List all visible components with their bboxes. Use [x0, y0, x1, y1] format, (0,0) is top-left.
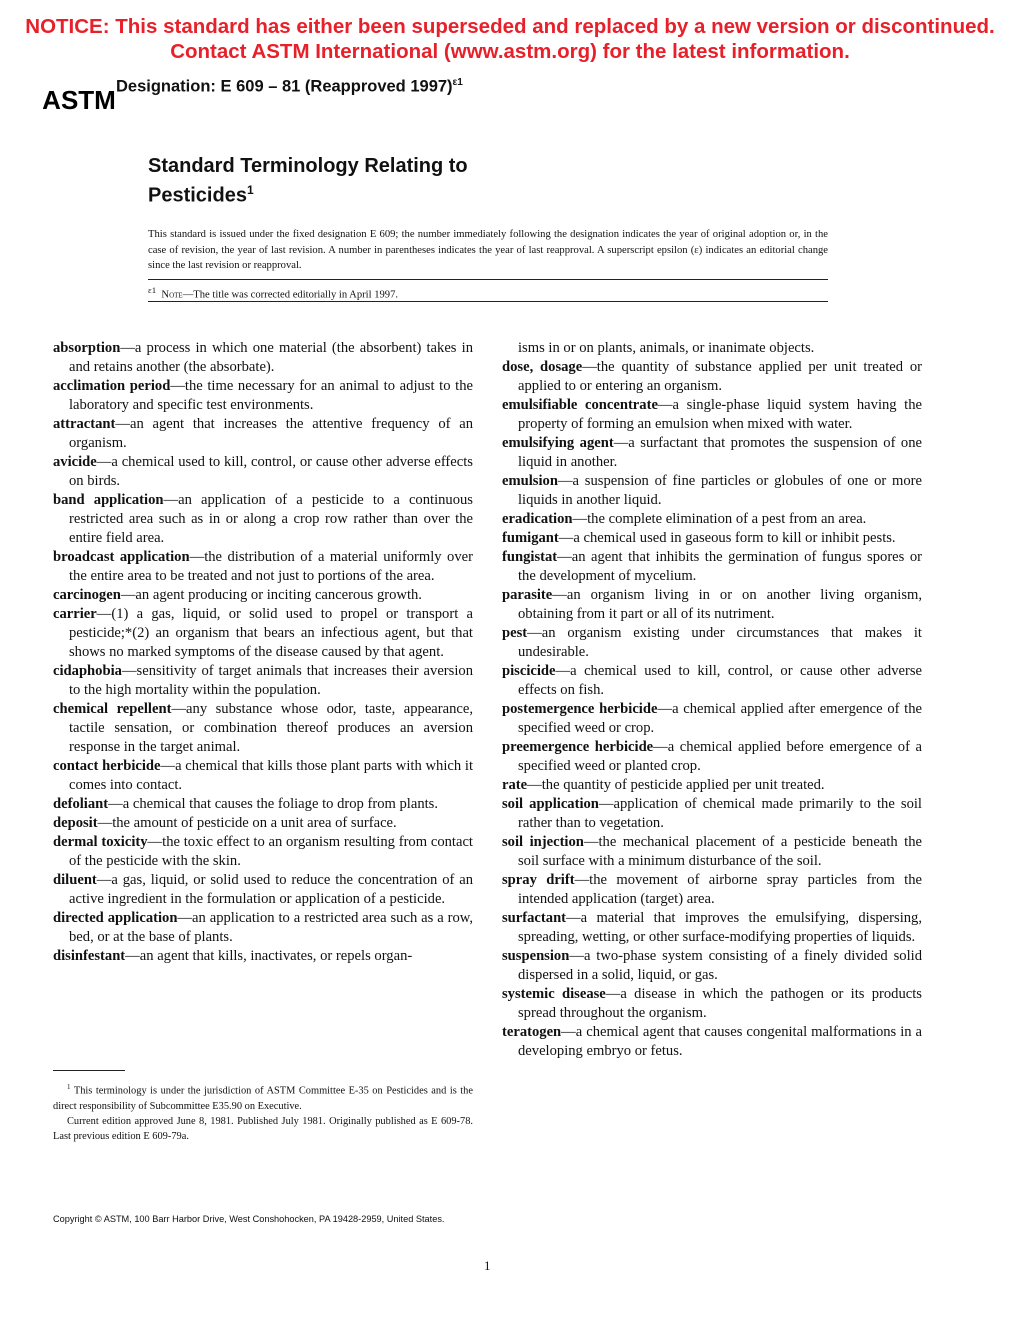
- definition-term: fumigant: [502, 530, 559, 546]
- definition-text: —application of chemical made primarily to the soil rather than to vegetation.: [518, 796, 922, 831]
- definition-term: pest: [502, 625, 528, 641]
- definition-text: —the time necessary for an animal to adjust to the laboratory and specific test environments.: [69, 378, 473, 413]
- continuation-text: isms in or on plants, animals, or inanimate objects.: [518, 340, 815, 356]
- definition-term: contact herbicide: [53, 758, 161, 774]
- definition-text: —sensitivity of target animals that increases their aversion to the high mortality within the population.: [69, 663, 473, 698]
- definition-text: —the quantity of pesticide applied per unit treated.: [527, 777, 825, 793]
- title-footnote-mark: 1: [246, 183, 254, 197]
- definition-term: soil injection: [502, 834, 584, 850]
- definition-term: dose, dosage: [502, 359, 583, 375]
- definition-term: carcinogen: [53, 587, 121, 603]
- definition-text: —(1) a gas, liquid, or solid used to propel or transport a pesticide;*(2) an organism that bears an infectious agent, but that shows no marked symptoms of the disease caused by that agent.: [69, 606, 473, 660]
- document-title: [148, 154, 468, 208]
- definition-term: piscicide: [502, 663, 556, 679]
- definition-term: avicide: [53, 454, 97, 470]
- definition-entry: [502, 947, 922, 985]
- definition-term: emulsifiable concentrate: [502, 397, 658, 413]
- definition-entry: [502, 985, 922, 1023]
- definition-text: —an agent that increases the attentive frequency of an organism.: [69, 416, 473, 451]
- definition-entry: [53, 947, 473, 966]
- definition-term: acclimation period: [53, 378, 171, 394]
- notice-line-2: Contact ASTM International (www.astm.org) for the latest information.: [170, 40, 850, 63]
- definition-text: —a gas, liquid, or solid used to reduce the concentration of an active ingredient in the formulation or application of a pesticide.: [69, 872, 473, 907]
- definition-entry: [502, 396, 922, 434]
- definition-entry: [502, 662, 922, 700]
- designation: [116, 77, 463, 97]
- definition-term: diluent: [53, 872, 97, 888]
- definition-text: —a chemical applied after emergence of the specified weed or crop.: [518, 701, 923, 736]
- note-mark: ε1: [148, 285, 157, 295]
- definition-term: rate: [502, 777, 528, 793]
- note-label: Note: [161, 289, 183, 301]
- definition-text: —an organism existing under circumstances that makes it undesirable.: [518, 625, 922, 660]
- copyright-line: Copyright © ASTM, 100 Barr Harbor Drive, West Conshohocken, PA 19428-2959, United States.: [53, 1214, 445, 1224]
- definition-term: deposit: [53, 815, 98, 831]
- definition-text: —a chemical agent that causes congenital malformations in a developing embryo or fetus.: [518, 1024, 922, 1059]
- definition-term: broadcast application: [53, 549, 190, 565]
- definition-text: —a single-phase liquid system having the property of forming an emulsion when mixed with water.: [518, 397, 922, 432]
- definition-entry: [502, 624, 922, 662]
- definition-term: band application: [53, 492, 164, 508]
- definition-term: carrier: [53, 606, 97, 622]
- definition-entry: [502, 1023, 922, 1061]
- divider-rule: [148, 301, 828, 302]
- definition-text: —the distribution of a material uniformly over the entire area to be treated and not just to portions of the area.: [69, 549, 473, 584]
- definition-term: surfactant: [502, 910, 567, 926]
- definition-entry: [502, 529, 922, 548]
- definition-text: —an application of a pesticide to a continuous restricted area such as in or along a crop row rather than over the entire field area.: [69, 492, 473, 546]
- definition-text: —a surfactant that promotes the suspension of one liquid in another.: [518, 435, 923, 470]
- definition-term: soil application: [502, 796, 599, 812]
- definition-term: parasite: [502, 587, 553, 603]
- definition-text: —any substance whose odor, taste, appearance, tactile sensation, or combination thereof produces an aversion response in the target animal.: [69, 701, 474, 755]
- definition-term: eradication: [502, 511, 573, 527]
- definition-entry: [53, 415, 473, 453]
- definition-term: dermal toxicity: [53, 834, 148, 850]
- definition-text: —the movement of airborne spray particles from the intended application (target) area.: [518, 872, 922, 907]
- definition-entry: [502, 472, 922, 510]
- definition-entry: [502, 586, 922, 624]
- superseded-notice: [0, 14, 1020, 64]
- definition-text: —an agent that kills, inactivates, or repels organ-: [125, 948, 413, 964]
- title-line-1: Standard Terminology Relating to: [148, 155, 468, 177]
- definition-text: —a chemical used to kill, control, or cause other adverse effects on birds.: [69, 454, 473, 489]
- definition-term: defoliant: [53, 796, 109, 812]
- definition-term: cidaphobia: [53, 663, 122, 679]
- definition-entry: [502, 776, 922, 795]
- definition-text: —a two-phase system consisting of a finely divided solid dispersed in a solid, liquid, or gas.: [518, 948, 922, 983]
- definition-text: —the quantity of substance applied per unit treated or applied to or entering an organism.: [518, 359, 923, 394]
- definition-entry: [502, 738, 922, 776]
- definition-text: —a process in which one material (the absorbent) takes in and retains another (the absorbate).: [69, 340, 473, 375]
- definition-term: preemergence herbicide: [502, 739, 654, 755]
- definition-term: suspension: [502, 948, 570, 964]
- editorial-note: [148, 285, 398, 301]
- definition-text: —an agent that inhibits the germination of fungus spores or the development of mycelium.: [518, 549, 922, 584]
- definition-entry: [53, 605, 473, 662]
- definition-term: fungistat: [502, 549, 558, 565]
- title-line-2: Pesticides: [148, 184, 247, 207]
- definition-text: —the complete elimination of a pest from an area.: [572, 511, 867, 527]
- left-column: [53, 339, 473, 966]
- astm-logo-icon: [42, 78, 116, 118]
- definition-text: —a chemical applied before emergence of a specified weed or planted crop.: [518, 739, 922, 774]
- logo-text: ASTM: [42, 85, 116, 115]
- definition-entry: [53, 909, 473, 947]
- definition-text: —the toxic effect to an organism resulting from contact of the pesticide with the skin.: [69, 834, 473, 869]
- note-text: —The title was corrected editorially in April 1997.: [182, 289, 399, 301]
- definition-entry: [502, 871, 922, 909]
- definition-term: attractant: [53, 416, 116, 432]
- definition-entry: [502, 795, 922, 833]
- definition-entry: [53, 833, 473, 871]
- definition-entry: [53, 700, 473, 757]
- footnote-mark: 1: [67, 1083, 71, 1091]
- definition-entry: [502, 548, 922, 586]
- definition-term: chemical repellent: [53, 701, 172, 717]
- right-column: [502, 339, 922, 1061]
- footnote-para-2: Current edition approved June 8, 1981. Published July 1981. Originally published as E 609-78. Last previous edition E 609-79a.: [53, 1115, 473, 1143]
- definition-entry: [502, 434, 922, 472]
- definition-entry: [53, 491, 473, 548]
- definition-entry: [53, 757, 473, 795]
- issue-statement: This standard is issued under the fixed designation E 609; the number immediately following the designation indicates the year of original adoption or, in the case of revision, the year of last revision. A number in parentheses indicates the year of last reapproval. A superscript epsilon (ε) indicates an editorial change since the last revision or reapproval.: [148, 229, 828, 271]
- divider-rule: [148, 279, 828, 280]
- definition-text: —an organism living in or on another living organism, obtaining from it part or all of its nutriment.: [518, 587, 922, 622]
- definition-entry: [53, 339, 473, 377]
- definition-entry: [502, 700, 922, 738]
- definition-entry: [53, 795, 473, 814]
- definition-entry: [53, 548, 473, 586]
- definition-text: —an application to a restricted area such as a row, bed, or at the base of plants.: [69, 910, 473, 945]
- definition-entry: [53, 871, 473, 909]
- footnote-para-1: This terminology is under the jurisdiction of ASTM Committee E-35 on Pesticides and is the direct responsibility of Subcommittee E35.90 on Executive.: [53, 1085, 473, 1112]
- definition-term: systemic disease: [502, 986, 606, 1002]
- footnote-rule: [53, 1070, 125, 1071]
- definition-entry: [502, 510, 922, 529]
- definition-entry: [53, 814, 473, 833]
- definition-text: —the amount of pesticide on a unit area of surface.: [97, 815, 397, 831]
- definition-entry: [53, 377, 473, 415]
- definition-text: —a material that improves the emulsifying, dispersing, spreading, wetting, or other surface-modifying properties of liquids.: [518, 910, 922, 945]
- definition-term: directed application: [53, 910, 178, 926]
- definition-text: —the mechanical placement of a pesticide beneath the soil surface with a minimum disturbance of the soil.: [518, 834, 922, 869]
- definition-entry: [502, 358, 922, 396]
- definition-text: —a chemical used in gaseous form to kill or inhibit pests.: [558, 530, 896, 546]
- footnote: [53, 1080, 473, 1144]
- definition-term: emulsifying agent: [502, 435, 614, 451]
- definition-text: —a chemical that kills those plant parts with which it comes into contact.: [69, 758, 474, 793]
- definition-text: —an agent producing or inciting cancerous growth.: [120, 587, 422, 603]
- page-number: 1: [484, 1258, 491, 1273]
- definition-term: emulsion: [502, 473, 558, 489]
- definition-entry: [502, 909, 922, 947]
- definition-entry: [502, 833, 922, 871]
- definition-entry: [53, 586, 473, 605]
- designation-superscript: ε1: [452, 77, 463, 88]
- definition-term: disinfestant: [53, 948, 126, 964]
- definition-term: absorption: [53, 340, 121, 356]
- definition-term: spray drift: [502, 872, 575, 888]
- definition-entry: [53, 662, 473, 700]
- definition-term: teratogen: [502, 1024, 562, 1040]
- designation-text: Designation: E 609 – 81 (Reapproved 1997): [116, 77, 453, 96]
- definition-entry: [53, 453, 473, 491]
- definition-text: —a chemical that causes the foliage to drop from plants.: [108, 796, 439, 812]
- definition-term: postemergence herbicide: [502, 701, 658, 717]
- notice-line-1: NOTICE: This standard has either been superseded and replaced by a new version or discontinued.: [25, 15, 995, 38]
- definition-text: —a suspension of fine particles or globules of one or more liquids in another liquid.: [518, 473, 922, 508]
- definition-text: —a disease in which the pathogen or its products spread throughout the organism.: [518, 986, 922, 1021]
- definition-text: —a chemical used to kill, control, or cause other adverse effects on fish.: [518, 663, 922, 698]
